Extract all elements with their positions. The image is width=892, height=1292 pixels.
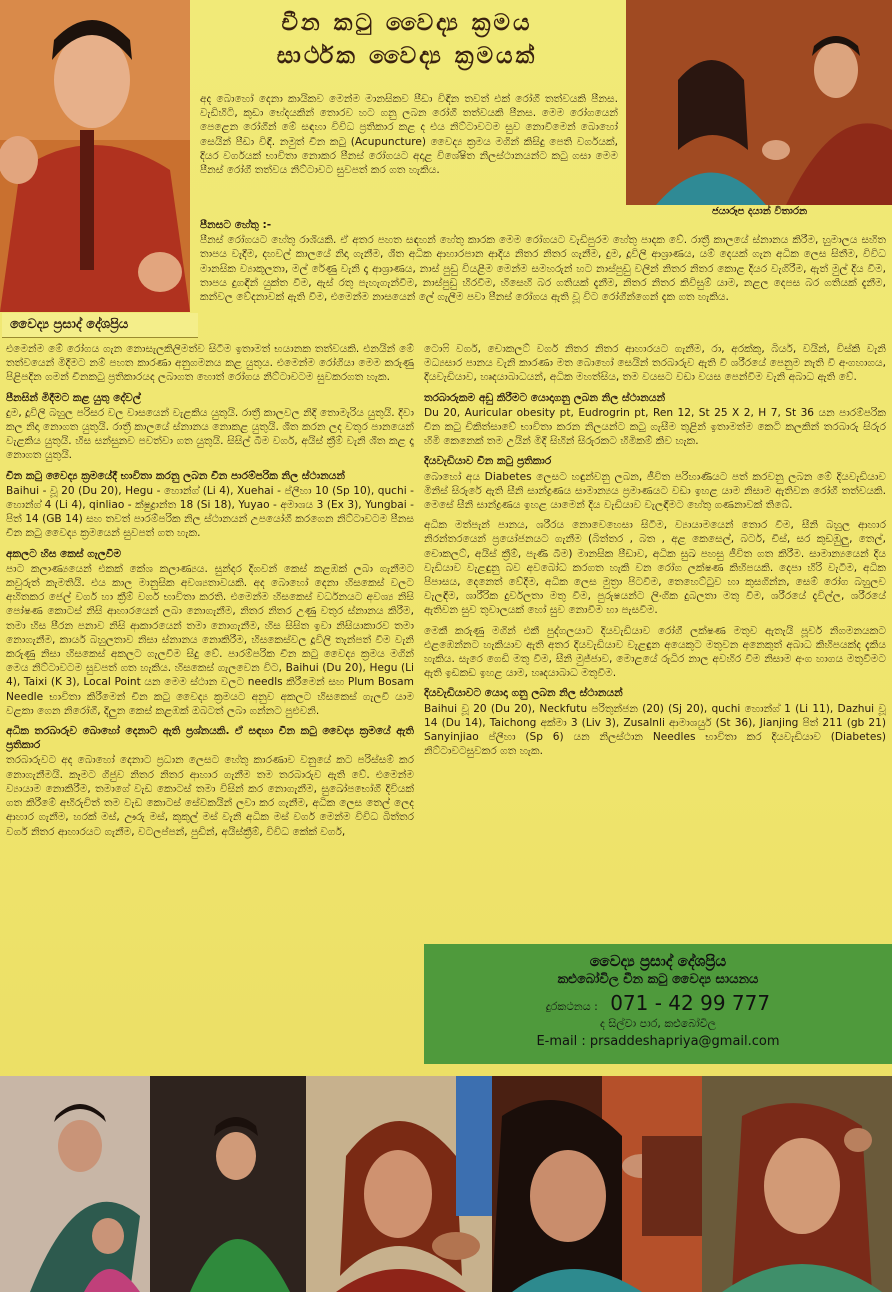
headline-line-1: චීන කටු වෛද්‍ය ක්‍රමය [281,9,533,36]
bottom-photo-4 [702,1076,892,1292]
right-paragraph-1: ටොෆි වර්ග, චොකලට් වර්ග නිතර නිතර ආහාරයට ගැනීම, රා, අරක්කු, බියර්, වයින්, විස්කි වැනි මධ්‍යසාර පානය වැනි කාරණා මත බොහෝ සෙයින් තරබාරුව ඇති වී ශරීරයේ පෙනුම නැති වී අංගහාගය, දියවැඩියාව, හෘදයාබාධයන්, අධික මහත්සිය, තම වයසට වඩා වයස පෙන්වීම වැනි අබාධ ඇති වේ. [424,343,886,384]
left-column [6,342,414,1054]
left-paragraph-3: Baihui - වූ 20 (Du 20), Hegu - හොන්ග් (Li 4), Xuehai - ප්ලීහා 10 (Sp 10), quchi - හොන්ග් 4 (Li 4), qinliao - ක්ෂුද්‍රාන්ත 18 (Si 18), Yuyao - අමාශය 3 (Ex 3), Yungbai - පිත් 14 (GB 14) සහ තවත් පාරම්පරික නිල ස්ථානයන් උපයෝගී කරගෙන නිට්ටාවටම පීනස චීන කටු වෛද්‍ය ක්‍රමයෙන් සුවපත් ගත හැක. [6,484,414,540]
left-heading-3: චීන කටු වෛද්‍ය ක්‍රමයේදී භාවිතා කරනු ලබන චීන පාරම්පරික නිල ස්ථානයන් [6,469,346,482]
headline-line-2: සාර්ථක වෛද්‍ය ක්‍රමයක් [276,42,538,69]
right-heading-2: තරබාරුකම අඩු කිරීමට යොදාගනු ලබන නිල ස්ථානයන් [424,391,666,404]
left-paragraph-5: තරබාරුවට අද බොහෝ දෙනාට ප්‍රධාන ලෙසට හේතු කාරණාව වනුයේ කට පරිස්සම් කර නොගැනීමයි. කෑමට ගිජුව නිතර නිතර ආහාර ගැනීම තම තරබාරුව ඇති වේ. එමෙන්ම ව්‍යායාම නොකිරීම, තමාගේ වැඩ කොටස් තමා විසින් කර නොගැනීම, සුඛෝපභෝගී දිවියක් ගත කිරීමේ අභිරුචිත් තම වැඩ කොටස් සේවකයින් ලවා කර ගැනීම, අධික ලෙස තෙල් ලෙද ආහාර ගැනීම, හරක් මස්, ඌරු මස්, කුකුල් මස් වැනි අධික මස් වර්ග මෙන්ම විවිධ බිත්තර වර්ග නිතර ආහාරයට ගැනීම, වටලප්පන්, පුඩින්, අයිස්ක්‍රීම්, විවිධ කේක් වර්ග, [6,754,414,838]
contact-clinic: කළුබෝවිල චීන කටු වෛද්‍ය සායනය [557,972,759,987]
author-name-bar: වෛද්‍ය ප්‍රසාද් දේශප්‍රිය [2,313,198,338]
treatment-photo-top [626,0,892,205]
doctor-portrait-photo [0,0,190,312]
bottom-photo-2 [306,1076,492,1292]
bottom-photo-3 [492,1076,702,1292]
causes-text: පීනස් රෝගයට හේතු රාශියකි. ඒ අතර පහත සඳහන් හේතු කාරක මෙම රෝගයට වැඩිපුරම හේතු පාදක වේ. රාත්‍රී කාලයේ ස්නානය කිරීම, හුමාලය සහිත තාපය වැදීම, දහවල් කාලයේ නිදා ගැනීම, ශීත අධික ආහාරපාන ආදිය නිතර නිතර ගැනීම, දුම, දූවිලි ආශ්‍රාණය, යම් දෙයක් ගැන අධික ලෙස සිතීම, විවිධ මානසික ව්‍යාකූලතා, මල් රේණු වැනි දෑ ආශ්‍රාණය, නාස් පුඩු වියළීම මෙන්ම සමහරුන් හට නාස්පුඩු වලින් නිතර නිතර කොළ දියර වැගිරීම, ඇත් මුල් දිය වීම, තාපය දුගඳින් යුක්ත වීම, ඇස් රතු පැහැගැන්වීම, නාස්පුඩු හිරවීම, හිසෙහි බර ගතියක් දැනීම, නිතර නිතර කිවිසුම් යාම, නළල දෙපස බර ගතියක් දැනීම, කන්වල වේදනාවක් ඇති වීම, එමෙන්ම නාසයෙන් ලේ ගැලීම පවා පීනස් රෝගය ඇති වූ විට රෝගීන්ගෙන් දැක ගත හැකිය. [200,234,886,304]
right-heading-3: දියවැඩියාව චීන කටු ප්‍රතිකාර [424,455,552,468]
contact-phone[interactable]: 071 - 42 99 777 [610,991,771,1015]
left-heading-2: පීනසින් මිදීමට කළ යුතු දේවල් [6,391,141,404]
contact-phone-row [424,991,892,1015]
left-paragraph-4: පාට කලාණ්‍යයෙන් එකක් කේශ කලාණ්‍යය. සුන්දර දිගවන් කෙස් කළඹක් ලබා ගැනීමට කවුරුත් කැමතියි. එය කාල මානුසික අවශ්‍යතාවයකි. අද බොහෝ දෙනා හිසකෙස් වලට අහිතකර ජෙල් වර්ග හා ක්‍රීම් වර්ග භාවිතා කරති. එමෙන්ම හිසකෙස් වර්ධනයට අවශ්‍ය නිසි පෝෂණ කොටස් නිසි ආහාරයෙන් ලබා නොගැනීම, නිතර නිතර උණු වතුර ස්නානය කිරීම, තමා හිස පීරන පනාව නිසි ආකාරයෙන් තමා නොගැනීම, හිස සිසිත ඉවා නිසියාකාරව තමා නොගැනීම, කාර්ය බහුලතාව නිසා ස්නානය නොකිරීම, හිසකෙස්වල දූවිලි තැන්පත් වීම වැනි කරුණු නිසා හිසකෙස් අකලට ගැලවීම සිදු වේ. පාරම්පරික චීන කටු වෛද්‍ය ක්‍රමය මගින් මෙය නිට්ටාවටම සුවපත් ගත හැකිය. හිසකෙස් ගැලවෙන විට, Baihui (Du 20), Hegu (Li 4), Taixi (K 3), Local Point යන මෙම ස්ථාන වලට needls කිරීමෙන් සහ Plum Bosam Needle භාවිතා කිරීමෙන් චීන කටු වෛද්‍ය ක්‍රමයට අනුව අකලට හිසකෙස් ගැලවී යාම වළකා ගෙන නිරෝගී, දිලුන කෙස් කළඹක් ඔබටත් ලබා ගන්නට පුළුවනි. [6,562,414,717]
right-paragraph-3: බොහෝ අය Diabetes ලෙසට හඳුන්වනු ලබන, ජීවිත පරිහාණියට පත් කරවනු ලබන මේ දියවැඩියාව මිනිස් සිරුරේ ඇති සීනි සාන්ද්‍රණය සාමාන්‍යය ප්‍රමාණයට වඩා ඉහළ යාම නිසාම ඇතිවන රෝගී තත්වයකි. මෙසේ සීනි සාන්ද්‍රණය ඉහළ යාමෙන් දිය වැඩියාව වැලඳීමට හේතු ගණනාවක් තිබේ. [424,470,886,512]
left-paragraph-2: දුම, දූවිලි බහුල පරිසර වල වාසයෙන් වැළකිය යුතුයි. රාත්‍රී කාලවල නිදි තොමැරිය යුතුයි. දිවා කල නිදා නොගත යුතුයි. රාත්‍රී කාලයේ ස්නානය නොකළ යුතුයි. ශීත කරන ලද වතුර පානයෙන් වැළකිය යුතුයි. හිස සන්සුනව පවත්වා ගත යුතුයි. සිසිල් බීම වර්ග, අයිස් ක්‍රීම් වැනි ශීත කළ දෑ නොගත යුතුයි. [6,406,414,462]
right-paragraph-6: Baihui වූ 20 (Du 20), Neckfutu පරිතුන්ජන (20) (Sj 20), quchi හොන්ග් 1 (Li 11), Dazhui වූ 14 (Du 14), Taichong අක්මා 3 (Liv 3), Zusalnli ආමාශයුර් (St 36), Jianjing පිත් 211 (gb 21) Sanyinjiao ප්ලීහා (Sp 6) යන නිලස්ථාන Needles භාවිතා කර දියවැඩියාව (Diabetes) නිට්ටාවටසුවකර ගත හැක. [424,702,886,758]
right-paragraph-4: අධික මත්පැන් පානය, ශරීරය නොවෙහෙසා සිටීම, ව්‍යායාමයෙන් තොර වීම, සීනි බහුල ආහාර නිරන්තරයෙන් ප්‍රයෝජනයට ගැනීම (බිත්තර , බත , අළ කෙසෙල්, බටර්, චීස්, සර කුඩඹුලු, තෙල්, චොකලට්, අයිස් ක්‍රීම්, පැණි බීම) මානසික පීඩාව, අධික සුඛ පහසු ජීවිත ගත කිරීම. සාමාන්‍යයෙන් දිය වැඩියාව වැළඳුනු බව අවබෝධ කරගත හැකි වන රෝග ලක්ෂණ කිහිපයකි. දෙපා හිරි වැටීම, අධික පිපාසය, දෙනෙත් වේදීම, අධික ලෙස මුත්‍රා පිටවීම, තෙහෙට්ටුව හා කුසගින්න, සෙම් රෝග බහුලව වැලඳීම, ශාරීරික දුර්වලතා මතු වීම, පුරුෂයන්ට ලිංගික දුබලතා මතු වීම, ශරීරයේ දැවිල්ල, ශරීරයේ ඇතිවන සුව තුවාලයක් හෝ සුව නොවීම හා පැසවීම. [424,519,886,617]
bottom-photo-strip [0,1076,892,1292]
contact-address: ද සිල්වා පාර, කළුබෝවිල [599,1017,717,1030]
left-paragraph-1: එමෙන්ම මේ රෝගය ගැන නොසැලකිලිමත්ව සිටීම ඉතාමත් භයානක තත්වයකි. එනයින් මේ තත්වයෙන් මිදීමට නම් පහත කාරණා අනුගමනය කළ යුතුය. එමෙන්ම රෝගියා මෙම කරුණු පිළිපදින ගමන් චීනකටු ප්‍රතිකාරයද ලබාගත හොත් රෝගය නිට්ටාවටම සුවකරගත හැක. [6,343,414,384]
contact-box [424,944,892,1064]
right-heading-6: දියවැඩියාවට යොදා ගනු ලබන නිල ස්ථානයන් [424,687,623,700]
contact-email[interactable]: E-mail : prsaddeshapriya@gmail.com [536,1034,780,1049]
right-paragraph-5: මෙකී කරුණු මගින් එකී පුද්ගලයාට දියවැඩියාව රෝගී ලක්ෂණ මතුව ඇතැයි පූර්ව නිගමනයකට එළඹෙන්නට හැකියාව ඇති අතර දියවැඩියාව වැළඳුන අයෙකුට මතුවන අනෙකුත් අබාධ කිහිපයක්ද දැකිය හැකිය. සැරෙ ගෙඩි මතු වීම, සීනි මුජ්ජාව, මොළයේ රුධිර නාල අවහිර වීම නිසාම අංග හාගය මතුවීමට ඇති ඉඩකඩ ඉහළ යාම, හෘදයාබාධ මතුවීම. [424,624,886,680]
article-headline [193,6,621,84]
causes-section [200,218,886,318]
left-heading-5: අධික තරබාරුව බොහෝ දෙනාට ඇති ප්‍රශ්නයකි. ඒ සඳහා චීන කටු වෛද්‍ය ක්‍රමයේ ඇති ප්‍රතිකාර [6,725,414,752]
photo-caption: ජයාරූප දයාන් විතාරන [712,206,808,217]
phone-label: දුරකථනය : [545,1000,598,1013]
right-paragraph-2: Du 20, Auricular obesity pt, Eudrogrin pt, Ren 12, St 25 X 2, H 7, St 36 යන පාරම්පරික චීන කටු චිකිත්සාවේ භාවිතා කරන නිලයන්ට කටු ගැසීම තුළින් ඉතාමත්ම කෙටි කලකින් තරබාරු සිරුර හිමි කෙනෙක් තම උයින් මිදී සිහින් සිරුරකට හිමිකම් කිව හැක. [424,406,886,448]
intro-paragraph [200,92,618,212]
intro-text: අද බොහෝ දෙනා කායිකව මෙන්ම මානසිකව පීඩා විඳින තවත් එක් රෝගී තත්වයකි පීනස. වැඩිහිටි, කුඩා භේදයකින් තොරව හට ගනු ලබන රෝගී තත්වයකි පීනස. මෙම රෝගයෙන් පෙළෙන රෝගීන් මේ සඳහා විවිධ ප්‍රතිකාර කළ ද එය නිට්ටාවටම සුව නොවීමෙන් බොහෝ සෙයින් පීඩා විඳී. නමුත් චීන කටු (Acupuncture) වෛද්‍ය ක්‍රමය මගින් කිසිදු පෙති වර්ගයක්, දියර වර්ගයක් භාවිතා නොකර පීනස් රෝගයට අදාළ විශේෂිත නිලස්ථානයන්ට කටු ගසා මෙම පීනස් රෝගී තත්වය නිට්ටාවට සුවපත් කර ගත හැකිය. [200,93,618,177]
left-heading-4: අකලට හිස කෙස් ගැලවීම [6,547,122,560]
bottom-photo-1 [0,1076,306,1292]
causes-heading: පීනසට හේතු :- [200,219,272,231]
contact-name: වෛද්‍ය ප්‍රසාද් දේශප්‍රිය [589,952,727,970]
right-column [424,342,886,938]
